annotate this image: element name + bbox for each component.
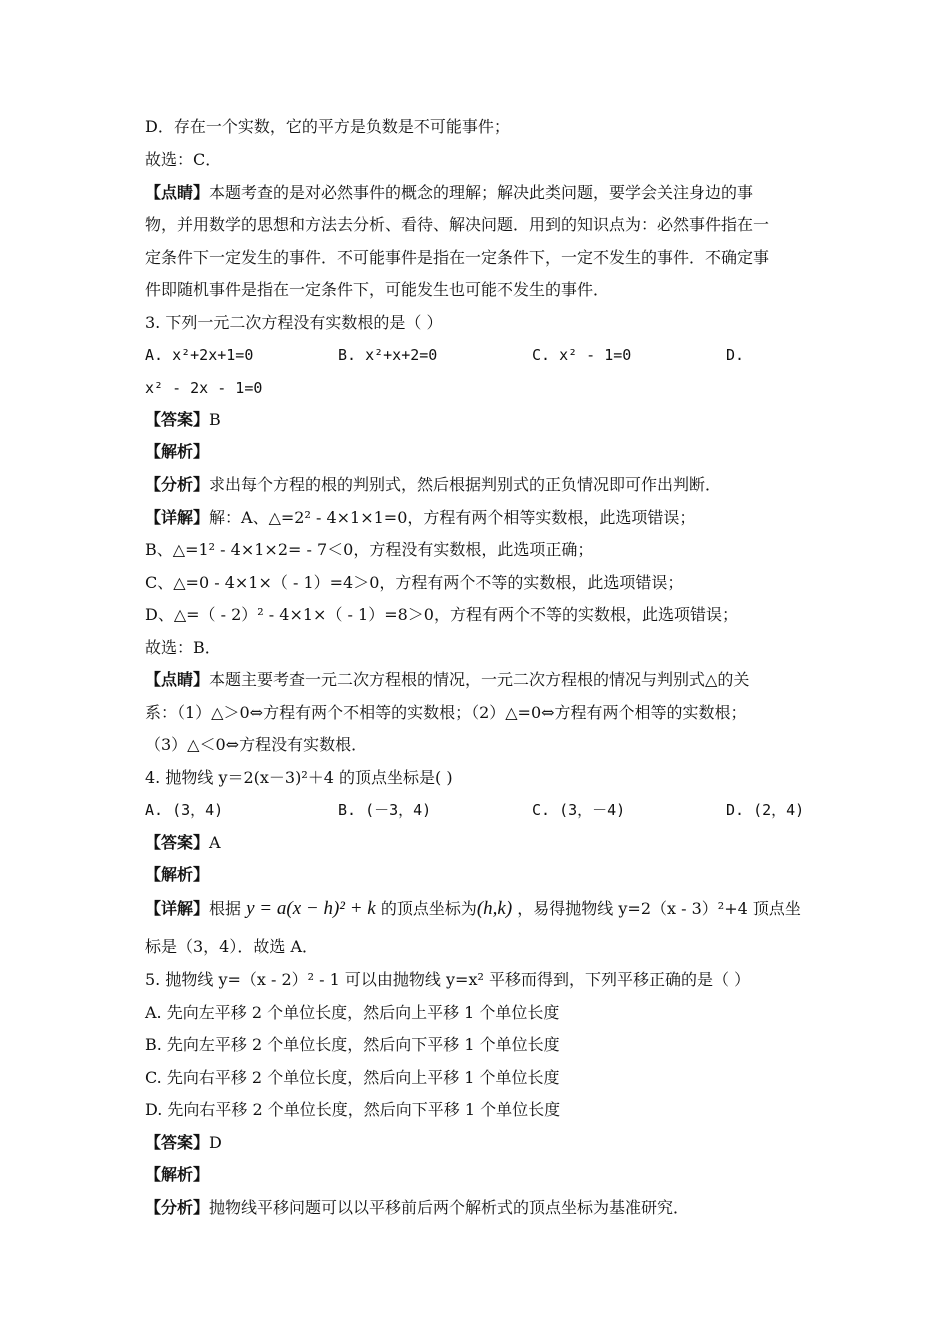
q3-answer (145, 410, 221, 430)
q5-analysis-tag: 【解析】 (145, 1165, 210, 1184)
detail-tag: 【详解】 (145, 899, 210, 918)
q3-comment-line1 (145, 670, 749, 690)
q3-detail-line2: B、△=1² - 4×1×2= - 7＜0，方程没有实数根，此选项正确； (145, 540, 594, 559)
analysis-text: 抛物线平移问题可以以平移前后两个解析式的顶点坐标为基准研究． (209, 1198, 690, 1217)
q4-option-c: C. (3，－4) (532, 801, 626, 819)
q3-detail-line4: D、△=（ - 2）² - 4×1×（ - 1）=8＞0，方程有两个不等的实数根，此选项错误； (145, 605, 738, 624)
q5-answer (145, 1133, 222, 1153)
q3-comment-line3: （3）△＜0⇔方程没有实数根． (145, 735, 368, 754)
q4-analysis-tag: 【解析】 (145, 865, 210, 884)
q3-detail-line3: C、△=0 - 4×1×（ - 1）=4＞0，方程有两个不等的实数根，此选项错误； (145, 573, 684, 592)
q4-option-a: A. (3，4) (145, 801, 224, 819)
q2-conclusion: 故选：C． (145, 150, 222, 169)
detail-suffix: ，易得抛物线 y=2（x - 3）²+4 顶点坐 (517, 899, 801, 918)
q5-stem: 5. 抛物线 y=（x - 2）² - 1 可以由抛物线 y=x² 平移而得到，下列平移正确的是（ ） (145, 970, 751, 989)
q5-analysis (145, 1198, 689, 1218)
q3-analysis-tag: 【解析】 (145, 442, 210, 461)
vertex-form-formula: y = a(x − h)² + k (246, 898, 376, 919)
q3-detail-line1 (145, 508, 695, 528)
q5-option-d: D. 先向右平移 2 个单位长度，然后向下平移 1 个单位长度 (145, 1100, 561, 1119)
q3-option-d-text: x² - 2x - 1=0 (145, 379, 263, 397)
comment-tag: 【点睛】 (145, 183, 210, 202)
q3-option-d-label: D. (726, 346, 745, 364)
analysis-text: 求出每个方程的根的判别式，然后根据判别式的正负情况即可作出判断． (209, 475, 722, 494)
q2-comment-line4: 件即随机事件是指在一定条件下，可能发生也可能不发生的事件． (145, 280, 610, 299)
answer-tag: 【答案】 (145, 833, 210, 852)
q5-option-b: B. 先向左平移 2 个单位长度，然后向下平移 1 个单位长度 (145, 1035, 560, 1054)
q3-option-c: C. x² - 1=0 (532, 346, 632, 364)
detail-prefix: 根据 (209, 899, 242, 918)
q4-detail-line1 (145, 899, 801, 919)
q3-stem: 3. 下列一元二次方程没有实数根的是（ ） (145, 313, 443, 332)
q2-comment-line1 (145, 183, 753, 203)
answer-value: B (209, 410, 221, 429)
q3-option-b: B. x²+x+2=0 (338, 346, 438, 364)
comment-tag: 【点睛】 (145, 670, 210, 689)
answer-value: A (209, 833, 221, 852)
q4-stem: 4. 抛物线 y＝2(x－3)²＋4 的顶点坐标是( ) (145, 768, 453, 787)
detail-middle: 的顶点坐标为 (380, 899, 477, 918)
detail-tag: 【详解】 (145, 508, 210, 527)
q3-detail-line5: 故选：B． (145, 638, 221, 657)
q5-option-c: C. 先向右平移 2 个单位长度，然后向上平移 1 个单位长度 (145, 1068, 560, 1087)
q4-detail-line2: 标是（3，4）．故选 A． (145, 937, 319, 956)
comment-text: 本题主要考查一元二次方程根的情况，一元二次方程根的情况与判别式△的关 (209, 670, 750, 689)
comment-text: 本题考查的是对必然事件的概念的理解；解决此类问题，要学会关注身边的事 (209, 183, 754, 202)
q4-option-b: B. (－3，4) (338, 801, 432, 819)
analysis-tag: 【分析】 (145, 1198, 210, 1217)
answer-tag: 【答案】 (145, 1133, 210, 1152)
answer-tag: 【答案】 (145, 410, 210, 429)
detail-text: 解：A、△=2² - 4×1×1=0，方程有两个相等实数根，此选项错误； (209, 508, 696, 527)
q3-analysis (145, 475, 721, 495)
q2-option-d-explanation: D．存在一个实数，它的平方是负数是不可能事件； (145, 117, 510, 136)
q3-comment-line2: 系：（1）△＞0⇔方程有两个不相等的实数根；（2）△=0⇔方程有两个相等的实数根； (145, 703, 747, 722)
q5-option-a: A. 先向左平移 2 个单位长度，然后向上平移 1 个单位长度 (145, 1003, 560, 1022)
analysis-tag: 【分析】 (145, 475, 210, 494)
q4-option-d: D. (2，4) (726, 801, 805, 819)
vertex-coordinate-formula: (h,k) (476, 898, 513, 919)
q4-answer (145, 833, 221, 853)
q2-comment-line3: 定条件下一定发生的事件．不可能事件是指在一定条件下，一定不发生的事件．不确定事 (145, 248, 770, 267)
q3-option-a: A. x²+2x+1=0 (145, 346, 254, 364)
answer-value: D (209, 1133, 222, 1152)
q2-comment-line2: 物，并用数学的思想和方法去分析、看待、解决问题．用到的知识点为：必然事件指在一 (145, 215, 770, 234)
